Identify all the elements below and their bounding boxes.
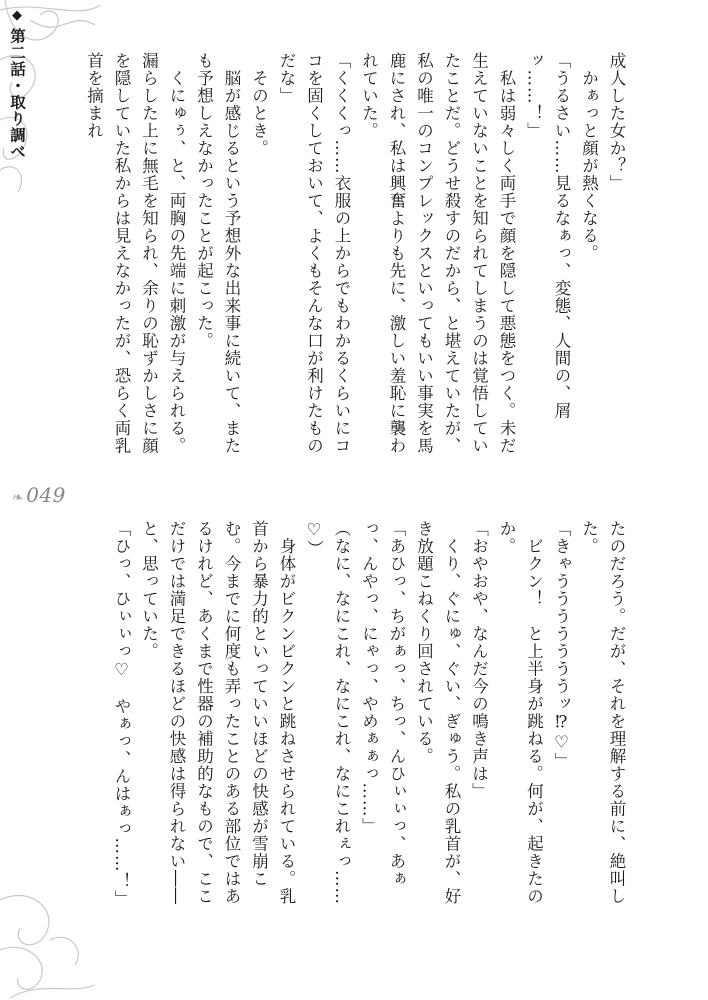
paragraph: 脳が感じるという予想外な出来事に続いて、またも予想しえなかったことが起こった。 [194,52,241,455]
paragraph: 「ひっ、ひぃぃっ♡ やぁっ、んはぁっ……！」 [112,520,131,908]
paragraph: 私は弱々しく両手で顔を隠して悪態をつく。未だ生えていないことを知られてしまうのは覚悟していたことだ。どうせ殺すのだから、と堪えていたが、私の唯一のコンプレックスといってもいい事実を馬鹿にされ、私は興奮よりも先に、激しい羞恥に襲われていた。 [359,52,516,455]
upper-text-block [80,52,630,462]
paragraph: ビクン！ と上半身が跳ねる。何が、起きたのか。 [497,520,544,905]
paragraph: 成人した女か？」 [607,52,626,192]
page-number-text: 049 [26,483,66,507]
paragraph: たのだろう。だが、それを理解する前に、絶叫した。 [579,520,626,905]
paragraph: 身体がビクンビクンと跳ねさせられている。乳首から暴力的といっていいほどの快感が雪崩こむ。今までに何度も弄ったことのある部位ではあるけれど、あくまで性器の補助的なもので、ここだけでは満足できるほどの快感は得られない――と、思っていた。 [139,520,296,905]
paragraph: そのとき。 [249,52,269,157]
paragraph: 「あひっ、ちがぁっ、ちっ、んひぃぃっ、あぁっ、んやっ、にゃっ、やめぁぁっ……」 [359,520,406,888]
diamond-icon: ◆ [9,8,25,24]
paragraph: くり、ぐにゅ、ぐい、ぎゅう。私の乳首が、好き放題こねくり回されている。 [414,520,461,905]
paragraph: かぁっと顔が熱くなる。 [579,52,599,262]
paragraph: くにゅぅ、と、両胸の先端に刺激が与えられる。漏らした上に無毛を知られ、余りの恥ずかしさに顔を隠していた私からは見えなかったが、恐らく両乳首を摘まれ [84,52,186,455]
ornament-icon: ❧ [12,490,25,506]
corner-flourish-bottom [0,880,110,1000]
lower-text-block [108,520,631,920]
paragraph: （なに、なにこれ、なにこれ、なにこれぇっ……♡） [304,520,351,905]
page-number [12,483,66,507]
chapter-title [4,8,30,160]
paragraph: 「うるさい……見るなぁっ、変態、人間の、屑ッ……！」 [524,52,571,420]
paragraph: 「くくくっ……衣服の上からでもわかるくらいにココを固くしておいて、よくもそんな口が利けたものだな」 [277,52,351,455]
paragraph: 「おやおや、なんだ今の鳴き声は」 [469,520,489,800]
chapter-title-text: 第二話・取り調べ [8,28,26,160]
paragraph: 「きゃうううううううッ⁉♡」 [552,520,571,770]
